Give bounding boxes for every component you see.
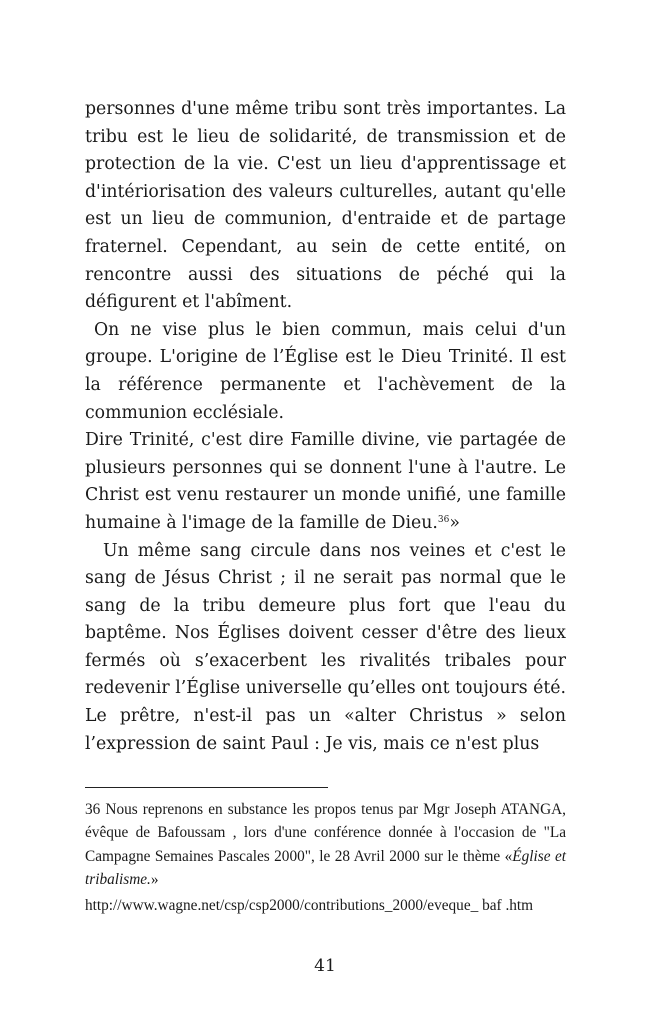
- paragraph-3: [85, 427, 566, 537]
- closing-quote: »: [449, 512, 460, 533]
- footnote-separator: [85, 787, 328, 788]
- paragraph-3-text: Dire Trinité, c'est dire Famille divine, vie partagée de plusieurs personnes qui se donnent l'une à l'autre. Le Christ est venu restaurer un monde unifié, une famille humaine à l'image de la famille de Dieu.: [85, 430, 566, 533]
- footnote-close-quote: »: [150, 871, 159, 889]
- footnote-reference[interactable]: 36: [437, 514, 450, 525]
- footnote-url[interactable]: http://www.wagne.net/csp/csp2000/contributions_2000/eveque_ baf .htm: [85, 896, 534, 914]
- paragraph-2: On ne vise plus le bien commun, mais celui d'un groupe. L'origine de l’Église est le Dieu Trinité. Il est la référence permanente et l'achèvement de la communion ecclésiale.: [85, 319, 566, 423]
- footnote-body: 36 Nous reprenons en substance les propos tenus par Mgr Joseph ATANGA, évêque de Bafoussam , lors d'une conférence donnée à l'occasion de "La Campagne Semaines Pascales 2000", le 28 Avril 2000 sur le thème «: [85, 801, 566, 865]
- paragraph-4: Un même sang circule dans nos veines et c'est le sang de Jésus Christ ; il ne serait pas normal que le sang de la tribu demeure plus fort que l'eau du baptême. Nos Églises doivent cesser d'être des lieux fermés où s’exacerbent les rivalités tribales pour redevenir l’Église universelle qu’elles ont toujours été. Le prêtre, n'est-il pas un «alter Christus » selon l’expression de saint Paul : Je vis, mais ce n'est plus: [85, 540, 566, 754]
- page-number: 41: [314, 956, 336, 976]
- page-body: [85, 96, 566, 758]
- main-text: [85, 96, 566, 758]
- footnote-text: [85, 798, 566, 892]
- footnote-title: Église et tribalisme.: [85, 847, 566, 889]
- paragraph-1: personnes d'une même tribu sont très importantes. La tribu est le lieu de solidarité, de transmission et de protection de la vie. C'est un lieu d'apprentissage et d'intériorisation des valeurs culturelles, autant qu'elle est un lieu de communion, d'entraide et de partage fraternel. Cependant, au sein de cette entité, on rencontre aussi des situations de péché qui la défigurent et l'abîment.: [85, 99, 566, 313]
- footnote: [85, 798, 566, 917]
